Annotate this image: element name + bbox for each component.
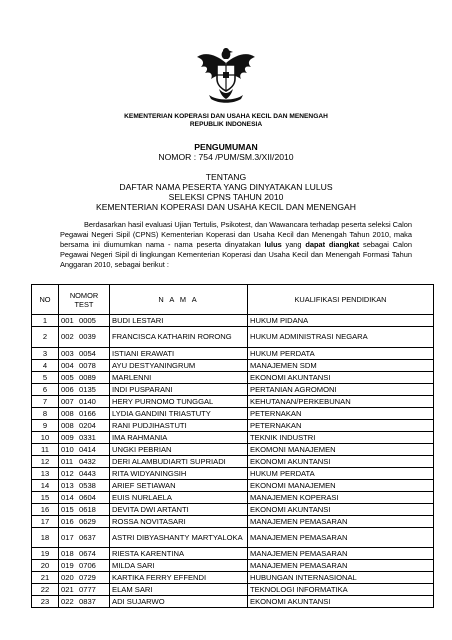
cell-no: 14 [32, 479, 59, 491]
test-number-prefix: 003 [61, 348, 74, 358]
cell-no: 21 [32, 572, 59, 584]
table-row [32, 395, 434, 407]
intro-text: Berdasarkan hasil evaluasi Ujian Tertulis, Psikotest, dan Wawancara terhadap peserta seleksi Calon Pegawai Negeri Sipil (CPNS) Kementerian Koperasi dan Usaha Kecil dan Menengah Tahun 2010, maka bersama ini diumumkan nama - nama peserta dinyatakan [60, 220, 412, 250]
cell-name: ISTIANI ERAWATI [110, 347, 248, 359]
cell-name: IMA RAHMANIA [110, 431, 248, 443]
test-number-prefix: 008 [61, 420, 74, 430]
table-row [32, 596, 434, 608]
participants-table [31, 284, 434, 608]
cell-name: ELAM SARI [110, 584, 248, 596]
announcement-subject-line: SELEKSI CPNS TAHUN 2010 [168, 192, 284, 202]
table-row [32, 584, 434, 596]
test-number-suffix: 0443 [79, 468, 96, 478]
table-row [32, 327, 434, 348]
test-number-suffix: 0837 [79, 597, 96, 606]
table-row [32, 347, 434, 359]
test-number-suffix: 0538 [79, 480, 96, 490]
cell-no: 5 [32, 371, 59, 383]
cell-test-number [59, 443, 110, 455]
header-test-number: NOMOR TEST [59, 285, 110, 315]
test-number-prefix: 008 [61, 408, 74, 418]
table-row [32, 548, 434, 560]
cell-name: DERI ALAMBUDIARTI SUPRIADI [110, 455, 248, 467]
test-number-suffix: 0039 [79, 332, 96, 342]
header-no: NO [32, 285, 59, 315]
test-number-prefix: 006 [61, 384, 74, 394]
cell-no: 6 [32, 383, 59, 395]
test-number-prefix: 019 [61, 561, 74, 570]
cell-name: RITA WIDYANINGSIH [110, 467, 248, 479]
cell-no: 22 [32, 584, 59, 596]
test-number-suffix: 0331 [79, 432, 96, 442]
cell-test-number [59, 347, 110, 359]
cell-qualification: EKONOMI AKUNTANSI [248, 371, 434, 383]
cell-name: ROSSA NOVITASARI [110, 515, 248, 527]
table-row [32, 527, 434, 548]
cell-name: MILDA SARI [110, 560, 248, 572]
cell-name: EUIS NURLAELA [110, 491, 248, 503]
table-row [32, 515, 434, 527]
institution-name: KEMENTERIAN KOPERASI DAN USAHA KECIL DAN MENENGAH [124, 113, 328, 120]
test-number-suffix: 0604 [79, 492, 96, 502]
cell-qualification: TEKNIK INDUSTRI [248, 431, 434, 443]
cell-test-number [59, 419, 110, 431]
cell-qualification: MANAJEMEN PEMASARAN [248, 527, 434, 548]
test-number-prefix: 018 [61, 549, 74, 558]
table-row [32, 315, 434, 327]
table-row [32, 443, 434, 455]
table-row [32, 503, 434, 515]
cell-name: AYU DESTYANINGRUM [110, 359, 248, 371]
table-body [32, 315, 434, 608]
test-number-prefix: 010 [61, 444, 74, 454]
table-row [32, 359, 434, 371]
cell-test-number [59, 491, 110, 503]
cell-name: UNGKI PEBRIAN [110, 443, 248, 455]
cell-qualification: HUKUM PERDATA [248, 347, 434, 359]
announcement-title: PENGUMUMAN [194, 142, 258, 152]
cell-qualification: EKONOMI AKUNTANSI [248, 503, 434, 515]
cell-name: ARIEF SETIAWAN [110, 479, 248, 491]
cell-no: 15 [32, 491, 59, 503]
cell-qualification: TEKNOLOGI INFORMATIKA [248, 584, 434, 596]
cell-no: 2 [32, 327, 59, 348]
test-number-suffix: 0005 [79, 316, 96, 325]
test-number-prefix: 015 [61, 504, 74, 514]
cell-name: LYDIA GANDINI TRIASTUTY [110, 407, 248, 419]
test-number-suffix: 0078 [79, 360, 96, 370]
cell-name: RANI PUDJIHASTUTI [110, 419, 248, 431]
table-row [32, 383, 434, 395]
cell-test-number [59, 596, 110, 608]
test-number-suffix: 0706 [79, 561, 96, 570]
cell-test-number [59, 527, 110, 548]
test-number-prefix: 002 [61, 332, 74, 342]
cell-test-number [59, 431, 110, 443]
test-number-prefix: 001 [61, 316, 74, 325]
announcement-number: NOMOR : 754 /PUM/SM.3/XII/2010 [158, 152, 294, 162]
cell-test-number [59, 383, 110, 395]
cell-name: HERY PURNOMO TUNGGAL [110, 395, 248, 407]
cell-no: 9 [32, 419, 59, 431]
cell-qualification: KEHUTANAN/PERKEBUNAN [248, 395, 434, 407]
cell-name: BUDI LESTARI [110, 315, 248, 327]
cell-no: 20 [32, 560, 59, 572]
cell-qualification: HUKUM PERDATA [248, 467, 434, 479]
cell-no: 10 [32, 431, 59, 443]
cell-test-number [59, 503, 110, 515]
table-row [32, 455, 434, 467]
cell-qualification: EKONOMI AKUNTANSI [248, 455, 434, 467]
announcement-about: TENTANG [205, 172, 247, 182]
test-number-prefix: 012 [61, 468, 74, 478]
cell-qualification: PETERNAKAN [248, 419, 434, 431]
cell-name: ASTRI DIBYASHANTY MARTYALOKA [110, 527, 248, 548]
intro-paragraph [60, 220, 412, 270]
table-row [32, 572, 434, 584]
cell-no: 7 [32, 395, 59, 407]
test-number-prefix: 007 [61, 396, 74, 406]
intro-bold-lulus: lulus [264, 240, 282, 250]
cell-test-number [59, 455, 110, 467]
test-number-prefix: 013 [61, 480, 74, 490]
test-number-suffix: 0629 [79, 516, 96, 526]
test-number-prefix: 009 [61, 432, 74, 442]
test-number-prefix: 021 [61, 585, 74, 594]
cell-no: 1 [32, 315, 59, 327]
intro-bold-dapat-diangkat: dapat diangkat [305, 240, 360, 250]
announcement-subject-line: KEMENTERIAN KOPERASI DAN USAHA KECIL DAN MENENGAH [96, 202, 356, 212]
cell-no: 4 [32, 359, 59, 371]
institution-country: REPUBLIK INDONESIA [189, 121, 263, 128]
cell-test-number [59, 572, 110, 584]
test-number-suffix: 0054 [79, 348, 96, 358]
garuda-emblem-icon [195, 45, 257, 105]
cell-test-number [59, 315, 110, 327]
cell-no: 17 [32, 515, 59, 527]
cell-test-number [59, 548, 110, 560]
intro-text: yang [281, 240, 306, 250]
test-number-suffix: 0777 [79, 585, 96, 594]
cell-name: MARLENNI [110, 371, 248, 383]
cell-no: 18 [32, 527, 59, 548]
cell-qualification: EKOMONI MANAJEMEN [248, 443, 434, 455]
cell-name: KARTIKA FERRY EFFENDI [110, 572, 248, 584]
cell-name: RIESTA KARENTINA [110, 548, 248, 560]
header-name: N A M A [110, 285, 248, 315]
test-number-suffix: 0089 [79, 372, 96, 382]
test-number-suffix: 0729 [79, 573, 96, 582]
test-number-suffix: 0618 [79, 504, 96, 514]
cell-test-number [59, 395, 110, 407]
test-number-suffix: 0140 [79, 396, 96, 406]
cell-no: 16 [32, 503, 59, 515]
cell-test-number [59, 584, 110, 596]
cell-test-number [59, 467, 110, 479]
cell-test-number [59, 359, 110, 371]
cell-name: ADI SUJARWO [110, 596, 248, 608]
table-row [32, 371, 434, 383]
header-qualification: KUALIFIKASI PENDIDIKAN [248, 285, 434, 315]
cell-test-number [59, 327, 110, 348]
test-number-prefix: 005 [61, 372, 74, 382]
cell-no: 8 [32, 407, 59, 419]
table-row [32, 479, 434, 491]
cell-no: 13 [32, 467, 59, 479]
table-row [32, 431, 434, 443]
cell-qualification: MANAJEMEN SDM [248, 359, 434, 371]
cell-test-number [59, 407, 110, 419]
table-row [32, 467, 434, 479]
cell-qualification: EKONOMI MANAJEMEN [248, 479, 434, 491]
test-number-prefix: 016 [61, 516, 74, 526]
cell-qualification: PERTANIAN AGROMONI [248, 383, 434, 395]
table-row [32, 419, 434, 431]
cell-qualification: HUBUNGAN INTERNASIONAL [248, 572, 434, 584]
cell-qualification: HUKUM PIDANA [248, 315, 434, 327]
test-number-prefix: 004 [61, 360, 74, 370]
cell-no: 11 [32, 443, 59, 455]
test-number-suffix: 0166 [79, 408, 96, 418]
cell-test-number [59, 560, 110, 572]
table-row [32, 560, 434, 572]
cell-test-number [59, 515, 110, 527]
test-number-prefix: 020 [61, 573, 74, 582]
cell-qualification: EKONOMI AKUNTANSI [248, 596, 434, 608]
cell-test-number [59, 371, 110, 383]
cell-test-number [59, 479, 110, 491]
cell-qualification: PETERNAKAN [248, 407, 434, 419]
table-row [32, 407, 434, 419]
test-number-suffix: 0674 [79, 549, 96, 558]
table-row [32, 491, 434, 503]
test-number-prefix: 022 [61, 597, 74, 606]
cell-no: 3 [32, 347, 59, 359]
test-number-suffix: 0637 [79, 532, 96, 542]
table-header-row [32, 285, 434, 315]
test-number-prefix: 017 [61, 532, 74, 542]
test-number-suffix: 0414 [79, 444, 96, 454]
cell-qualification: MANAJEMEN KOPERASI [248, 491, 434, 503]
test-number-prefix: 014 [61, 492, 74, 502]
cell-name: INDI PUSPARANI [110, 383, 248, 395]
cell-qualification: MANAJEMEN PEMASARAN [248, 515, 434, 527]
cell-name: DEVITA DWI ARTANTI [110, 503, 248, 515]
test-number-suffix: 0135 [79, 384, 96, 394]
cell-no: 23 [32, 596, 59, 608]
announcement-subject-line: DAFTAR NAMA PESERTA YANG DINYATAKAN LULUS [119, 182, 333, 192]
cell-no: 12 [32, 455, 59, 467]
cell-name: FRANCISCA KATHARIN RORONG [110, 327, 248, 348]
test-number-prefix: 011 [61, 456, 74, 466]
cell-no: 19 [32, 548, 59, 560]
cell-qualification: MANAJEMEN PEMASARAN [248, 560, 434, 572]
test-number-suffix: 0432 [79, 456, 96, 466]
cell-qualification: MANAJEMEN PEMASARAN [248, 548, 434, 560]
cell-qualification: HUKUM ADMINISTRASI NEGARA [248, 327, 434, 348]
test-number-suffix: 0204 [79, 420, 96, 430]
intro-text: sebagai Calon Pegawai Negeri Sipil di lingkungan Kementerian Koperasi dan Usaha Kecil dan Menengah Formasi Tahun Anggaran 2010, sebagai berikut : [60, 240, 412, 270]
